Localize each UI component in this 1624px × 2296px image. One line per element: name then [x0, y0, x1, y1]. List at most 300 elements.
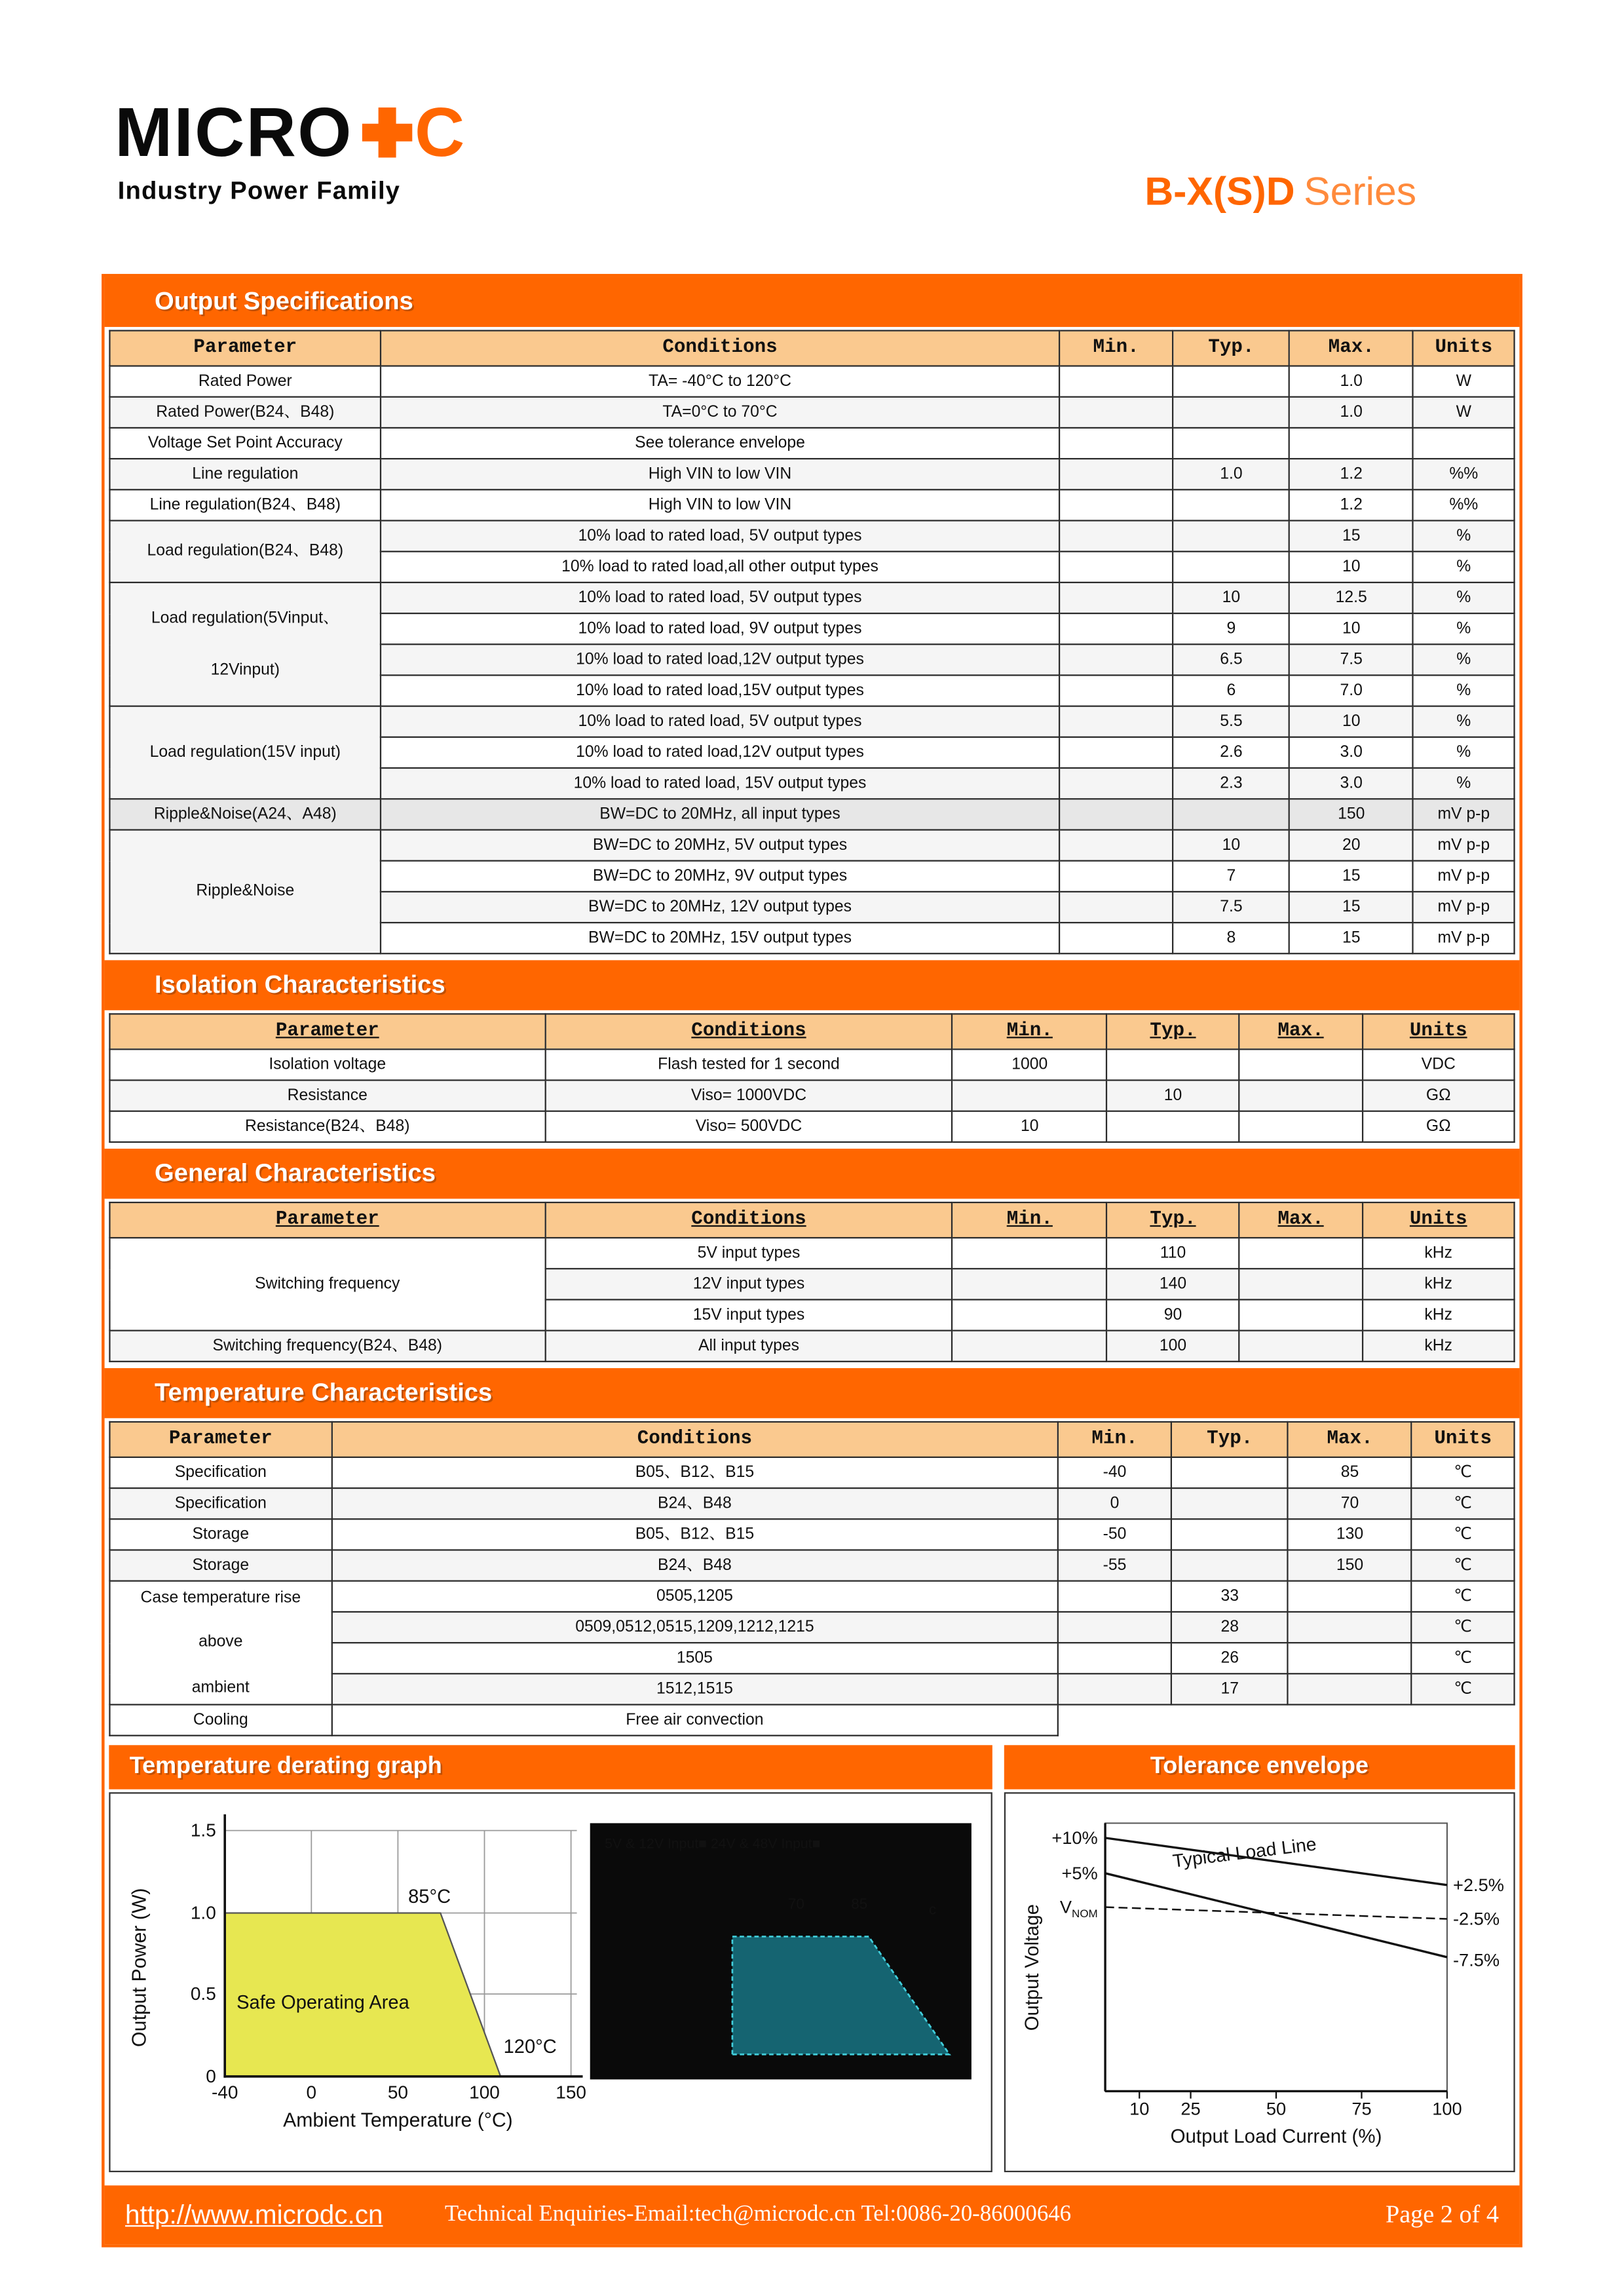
cell-conditions: 12V input types	[545, 1269, 953, 1299]
cell-max: 7.5	[1289, 644, 1413, 675]
cell-conditions: 15V input types	[545, 1299, 953, 1330]
cell-typ: 90	[1107, 1299, 1239, 1330]
cell-max: 12.5	[1289, 583, 1413, 613]
cell-min	[1059, 552, 1173, 583]
cell-units: %	[1413, 644, 1514, 675]
table-row	[109, 1581, 1514, 1612]
cell-max: 15	[1289, 861, 1413, 892]
cell-units: mV p-p	[1413, 830, 1514, 860]
cell-max: 85	[1288, 1457, 1412, 1488]
cell-min	[1059, 489, 1173, 520]
cell-max: 3.0	[1289, 768, 1413, 799]
cell-min	[1059, 830, 1173, 860]
cell-max	[1288, 1704, 1412, 1735]
cell-units: ℃	[1412, 1550, 1515, 1580]
label-minus7-5: -7.5%	[1452, 1949, 1500, 1970]
table-row	[109, 1081, 1514, 1111]
label-120c: 120°C	[503, 2036, 557, 2058]
cell-typ: 17	[1171, 1674, 1288, 1704]
cell-min: 1000	[953, 1049, 1107, 1080]
x-tick: 10	[1129, 2098, 1149, 2119]
logo	[115, 92, 465, 171]
col-max: Max.	[1288, 1422, 1412, 1457]
cell-max: 1.0	[1289, 397, 1413, 428]
cell-parameter: Ripple&Noise(A24、A48)	[109, 799, 381, 830]
cell-min	[953, 1331, 1107, 1362]
cell-conditions: 10% load to rated load, 5V output types	[381, 706, 1059, 737]
cell-max	[1239, 1238, 1363, 1269]
col-typ: Typ.	[1171, 1422, 1288, 1457]
col-typ: Typ.	[1173, 331, 1289, 366]
table-row	[109, 428, 1514, 459]
cell-min	[1058, 1674, 1172, 1704]
cell-parameter: Line regulation(B24、B48)	[109, 489, 381, 520]
col-units: Units	[1413, 331, 1514, 366]
x-tick: 50	[1266, 2098, 1286, 2119]
contact-info: Technical Enquiries-Email:tech@microdc.cn Tel:0086-20-86000646	[444, 2202, 1072, 2227]
cell-min	[1059, 644, 1173, 675]
parameter-line-2: 12Vinput)	[210, 660, 280, 678]
inset-label-85: 85	[851, 1895, 868, 1912]
col-max: Max.	[1289, 331, 1413, 366]
y-tick: 0	[206, 2065, 216, 2086]
charts-row	[105, 1742, 1520, 2175]
derating-plot	[111, 1793, 991, 2170]
cell-typ: 28	[1171, 1612, 1288, 1643]
col-units: Units	[1412, 1422, 1515, 1457]
cell-min	[1058, 1643, 1172, 1674]
inset-label-c: c	[928, 1901, 937, 1918]
col-conditions: Conditions	[545, 1014, 953, 1049]
cell-min	[1059, 923, 1173, 953]
cell-units: %%	[1413, 459, 1514, 489]
derating-header	[109, 1745, 992, 1789]
cell-conditions: High VIN to low VIN	[381, 459, 1059, 489]
cell-max	[1288, 1612, 1412, 1643]
cell-typ: 2.3	[1173, 768, 1289, 799]
isolation-characteristics-table	[109, 1013, 1515, 1143]
cell-units: W	[1413, 366, 1514, 397]
cell-min: 10	[953, 1111, 1107, 1142]
cell-typ: 33	[1171, 1581, 1288, 1612]
cell-max	[1239, 1081, 1363, 1111]
cell-typ: 140	[1107, 1269, 1239, 1299]
cell-max	[1239, 1049, 1363, 1080]
col-parameter: Parameter	[109, 1014, 545, 1049]
table-row	[109, 583, 1514, 613]
x-tick: 50	[387, 2082, 408, 2103]
cell-min	[1059, 675, 1173, 706]
label-85c: 85°C	[408, 1886, 451, 1907]
cell-min	[1059, 799, 1173, 830]
cell-units	[1412, 1704, 1515, 1735]
cell-units: VDC	[1363, 1049, 1515, 1080]
col-parameter: Parameter	[109, 1202, 545, 1238]
cell-max: 15	[1289, 892, 1413, 923]
lower-limit-line	[1105, 1873, 1446, 1957]
col-max: Max.	[1239, 1014, 1363, 1049]
cell-typ	[1171, 1519, 1288, 1550]
cell-min	[1059, 520, 1173, 551]
x-tick: 25	[1180, 2098, 1201, 2119]
cell-min	[1059, 861, 1173, 892]
output-specifications-table	[109, 330, 1515, 954]
cell-units: W	[1413, 397, 1514, 428]
x-tick: 150	[556, 2082, 586, 2103]
cell-units: %	[1413, 675, 1514, 706]
derating-x-axis-title: Ambient Temperature (°C)	[283, 2109, 513, 2132]
col-units: Units	[1363, 1202, 1515, 1238]
derating-graph	[109, 1792, 992, 2172]
cell-units: %	[1413, 552, 1514, 583]
section-title: Output Specifications	[154, 287, 413, 315]
cell-conditions: 10% load to rated load,all other output types	[381, 552, 1059, 583]
label-plus2-5: +2.5%	[1452, 1874, 1504, 1895]
cell-typ	[1173, 366, 1289, 397]
cell-min	[1059, 366, 1173, 397]
cell-conditions: 1505	[331, 1643, 1057, 1674]
cell-units: kHz	[1363, 1269, 1515, 1299]
cell-units: ℃	[1412, 1488, 1515, 1519]
cell-units: %	[1413, 520, 1514, 551]
cell-conditions: 0509,0512,0515,1209,1212,1215	[331, 1612, 1057, 1643]
x-tick: 0	[306, 2082, 317, 2103]
col-min: Min.	[1058, 1422, 1172, 1457]
content-frame	[102, 274, 1522, 2248]
y-tick: 1.0	[190, 1902, 216, 1923]
cell-max	[1288, 1674, 1412, 1704]
logo-text-micro: MICRO	[115, 92, 353, 171]
table-header-row	[109, 1422, 1514, 1457]
cell-typ: 26	[1171, 1643, 1288, 1674]
series-suffix: Series	[1304, 169, 1417, 214]
col-min: Min.	[953, 1202, 1107, 1238]
cell-typ: 110	[1107, 1238, 1239, 1269]
cell-typ: 100	[1107, 1331, 1239, 1362]
cell-typ: 5.5	[1173, 706, 1289, 737]
cell-conditions: All input types	[545, 1331, 953, 1362]
cell-conditions: 10% load to rated load,12V output types	[381, 644, 1059, 675]
cell-parameter: Resistance	[109, 1081, 545, 1111]
cell-parameter: Load regulation(B24、B48)	[109, 520, 381, 582]
cell-parameter: Ripple&Noise	[109, 830, 381, 953]
col-units: Units	[1363, 1014, 1515, 1049]
cell-min: -55	[1058, 1550, 1172, 1580]
cell-max	[1288, 1581, 1412, 1612]
cell-parameter: Specification	[109, 1457, 331, 1488]
cell-units: ℃	[1412, 1674, 1515, 1704]
cell-typ	[1171, 1550, 1288, 1580]
cell-typ	[1171, 1457, 1288, 1488]
cell-conditions: 0505,1205	[331, 1581, 1057, 1612]
section-title: Temperature Characteristics	[154, 1378, 493, 1407]
cell-max	[1239, 1269, 1363, 1299]
cell-conditions: High VIN to low VIN	[381, 489, 1059, 520]
label-plus10: +10%	[1051, 1827, 1098, 1848]
inset-legend: 5V & 12V Input■ 24V & 48V Input■	[605, 1835, 821, 1852]
cell-max: 15	[1289, 923, 1413, 953]
cell-min	[953, 1081, 1107, 1111]
vnom-v: V	[1059, 1896, 1072, 1917]
cell-typ	[1107, 1111, 1239, 1142]
cell-typ	[1173, 397, 1289, 428]
cell-units: kHz	[1363, 1238, 1515, 1269]
cell-conditions: 10% load to rated load,12V output types	[381, 737, 1059, 768]
col-max: Max.	[1239, 1202, 1363, 1238]
x-tick: -40	[211, 2082, 238, 2103]
section-header-output	[105, 277, 1520, 327]
cell-max: 10	[1289, 706, 1413, 737]
section-title: General Characteristics	[154, 1158, 436, 1187]
parameter-line-3: ambient	[191, 1679, 250, 1697]
cell-typ: 10	[1173, 830, 1289, 860]
series-title	[1144, 169, 1416, 215]
table-row	[109, 706, 1514, 737]
cell-conditions: B24、B48	[331, 1488, 1057, 1519]
vnom-sub: NOM	[1071, 1907, 1098, 1921]
section-header-general	[105, 1149, 1520, 1198]
table-row	[109, 1550, 1514, 1580]
table-header-row	[109, 331, 1514, 366]
y-tick: 1.5	[190, 1820, 216, 1841]
cell-max	[1289, 428, 1413, 459]
cell-parameter: Specification	[109, 1488, 331, 1519]
section-header-temperature	[105, 1368, 1520, 1418]
table-row	[109, 366, 1514, 397]
cell-typ: 10	[1173, 583, 1289, 613]
cell-typ: 8	[1173, 923, 1289, 953]
cell-units: GΩ	[1363, 1081, 1515, 1111]
cell-max: 130	[1288, 1519, 1412, 1550]
table-row	[109, 1488, 1514, 1519]
cell-units: %	[1413, 737, 1514, 768]
cell-min	[1058, 1612, 1172, 1643]
cell-parameter: Storage	[109, 1550, 331, 1580]
derating-y-axis-title: Output Power (W)	[128, 1888, 151, 2047]
cell-units: ℃	[1412, 1519, 1515, 1550]
cell-parameter: Load regulation(15V input)	[109, 706, 381, 799]
cell-min	[953, 1269, 1107, 1299]
cell-units: %%	[1413, 489, 1514, 520]
cell-typ: 10	[1107, 1081, 1239, 1111]
cell-min	[953, 1238, 1107, 1269]
table-row	[109, 1331, 1514, 1362]
cell-parameter: Switching frequency(B24、B48)	[109, 1331, 545, 1362]
cell-min	[1059, 459, 1173, 489]
cell-conditions: Viso= 1000VDC	[545, 1081, 953, 1111]
cell-conditions: B05、B12、B15	[331, 1457, 1057, 1488]
cell-conditions: 10% load to rated load,15V output types	[381, 675, 1059, 706]
label-plus5: +5%	[1061, 1862, 1098, 1883]
col-min: Min.	[1059, 331, 1173, 366]
cell-units: mV p-p	[1413, 799, 1514, 830]
chart-title: Temperature derating graph	[129, 1753, 442, 1779]
table-row	[109, 1519, 1514, 1550]
cell-typ	[1173, 489, 1289, 520]
cell-units: mV p-p	[1413, 892, 1514, 923]
cell-min	[1058, 1581, 1172, 1612]
cell-parameter: Voltage Set Point Accuracy	[109, 428, 381, 459]
cell-max	[1239, 1331, 1363, 1362]
cell-conditions: Viso= 500VDC	[545, 1111, 953, 1142]
derating-inset-scan	[590, 1823, 972, 2079]
cell-min	[1059, 737, 1173, 768]
col-parameter: Parameter	[109, 331, 381, 366]
cell-conditions: 10% load to rated load, 5V output types	[381, 520, 1059, 551]
cell-typ: 1.0	[1173, 459, 1289, 489]
col-min: Min.	[953, 1014, 1107, 1049]
cell-conditions: TA=0°C to 70°C	[381, 397, 1059, 428]
cell-max: 7.0	[1289, 675, 1413, 706]
page-footer	[105, 2185, 1520, 2244]
cell-units: ℃	[1412, 1643, 1515, 1674]
cell-conditions: 10% load to rated load, 15V output types	[381, 768, 1059, 799]
table-row	[109, 1704, 1514, 1735]
logo-text-c: C	[415, 92, 465, 171]
col-parameter: Parameter	[109, 1422, 331, 1457]
safe-operating-area-label: Safe Operating Area	[236, 1992, 409, 2014]
cell-min	[1059, 428, 1173, 459]
tolerance-plot	[1005, 1793, 1513, 2170]
cell-max: 1.2	[1289, 489, 1413, 520]
cell-typ: 6	[1173, 675, 1289, 706]
typical-line	[1105, 1907, 1446, 1919]
tolerance-header	[1004, 1745, 1515, 1789]
cell-units: %	[1413, 583, 1514, 613]
cell-max	[1239, 1111, 1363, 1142]
cell-conditions: 10% load to rated load, 5V output types	[381, 583, 1059, 613]
table-row	[109, 489, 1514, 520]
cell-conditions: 1512,1515	[331, 1674, 1057, 1704]
tolerance-column	[1004, 1745, 1515, 2172]
cell-conditions: BW=DC to 20MHz, 15V output types	[381, 923, 1059, 953]
cell-typ: 6.5	[1173, 644, 1289, 675]
table-row	[109, 830, 1514, 860]
cell-typ	[1171, 1704, 1288, 1735]
cell-conditions: BW=DC to 20MHz, 12V output types	[381, 892, 1059, 923]
website-link[interactable]: http://www.microdc.cn	[125, 2199, 383, 2229]
cell-parameter: Line regulation	[109, 459, 381, 489]
cell-parameter	[109, 583, 381, 706]
cell-units: mV p-p	[1413, 861, 1514, 892]
cell-units: %	[1413, 706, 1514, 737]
cell-conditions: BW=DC to 20MHz, 5V output types	[381, 830, 1059, 860]
cell-max	[1288, 1643, 1412, 1674]
cell-conditions: Free air convection	[331, 1704, 1057, 1735]
cell-conditions: Flash tested for 1 second	[545, 1049, 953, 1080]
label-vnom	[1059, 1897, 1097, 1921]
cell-typ: 2.6	[1173, 737, 1289, 768]
cell-typ	[1173, 799, 1289, 830]
logo-tagline: Industry Power Family	[117, 176, 401, 205]
cell-min	[953, 1299, 1107, 1330]
cell-min	[1059, 583, 1173, 613]
cell-min	[1059, 768, 1173, 799]
derating-column	[109, 1745, 992, 2172]
col-typ: Typ.	[1107, 1202, 1239, 1238]
col-typ: Typ.	[1107, 1014, 1239, 1049]
cell-conditions: TA= -40°C to 120°C	[381, 366, 1059, 397]
col-conditions: Conditions	[331, 1422, 1057, 1457]
cell-max: 10	[1289, 552, 1413, 583]
cell-conditions: B24、B48	[331, 1550, 1057, 1580]
cell-units: ℃	[1412, 1612, 1515, 1643]
general-characteristics-table	[109, 1202, 1515, 1362]
cell-conditions: BW=DC to 20MHz, all input types	[381, 799, 1059, 830]
typical-load-line-label: Typical Load Line	[1171, 1833, 1317, 1871]
table-row	[109, 799, 1514, 830]
cell-min	[1058, 1704, 1172, 1735]
cell-typ	[1173, 520, 1289, 551]
col-conditions: Conditions	[381, 331, 1059, 366]
cell-parameter: Isolation voltage	[109, 1049, 545, 1080]
cell-min: -40	[1058, 1457, 1172, 1488]
plus-icon	[362, 107, 411, 157]
cell-typ: 7.5	[1173, 892, 1289, 923]
cell-max: 20	[1289, 830, 1413, 860]
cell-max: 15	[1289, 520, 1413, 551]
x-tick: 75	[1351, 2098, 1371, 2119]
parameter-line-1: Case temperature rise	[140, 1588, 301, 1606]
cell-min	[1059, 613, 1173, 644]
section-header-isolation	[105, 960, 1520, 1010]
parameter-line-1: Load regulation(5Vinput、	[151, 609, 339, 628]
cell-parameter: Storage	[109, 1519, 331, 1550]
table-header-row	[109, 1014, 1514, 1049]
cell-max	[1239, 1299, 1363, 1330]
parameter-multiline	[115, 1584, 326, 1702]
table-row	[109, 1049, 1514, 1080]
tolerance-y-axis-title: Output Voltage	[1021, 1904, 1043, 2031]
cell-conditions: BW=DC to 20MHz, 9V output types	[381, 861, 1059, 892]
table-row	[109, 397, 1514, 428]
cell-units: kHz	[1363, 1299, 1515, 1330]
parameter-line-2: above	[198, 1634, 243, 1652]
cell-typ	[1173, 428, 1289, 459]
cell-conditions: 10% load to rated load, 9V output types	[381, 613, 1059, 644]
x-tick: 100	[1431, 2098, 1462, 2119]
cell-max: 150	[1288, 1550, 1412, 1580]
cell-conditions: See tolerance envelope	[381, 428, 1059, 459]
cell-parameter: Cooling	[109, 1704, 331, 1735]
cell-typ: 9	[1173, 613, 1289, 644]
y-tick: 0.5	[190, 1983, 216, 2004]
section-title: Isolation Characteristics	[154, 970, 445, 999]
label-minus2-5: -2.5%	[1452, 1908, 1500, 1929]
cell-max: 1.0	[1289, 366, 1413, 397]
cell-max: 1.2	[1289, 459, 1413, 489]
table-row	[109, 1457, 1514, 1488]
page-number: Page 2 of 4	[1385, 2200, 1499, 2229]
cell-typ	[1171, 1488, 1288, 1519]
table-row	[109, 520, 1514, 551]
cell-units: kHz	[1363, 1331, 1515, 1362]
cell-parameter: Switching frequency	[109, 1238, 545, 1331]
table-header-row	[109, 1202, 1514, 1238]
cell-units: mV p-p	[1413, 923, 1514, 953]
chart-title: Tolerance envelope	[1150, 1753, 1369, 1779]
cell-min: -50	[1058, 1519, 1172, 1550]
table-row	[109, 459, 1514, 489]
temperature-characteristics-table	[109, 1421, 1515, 1736]
cell-parameter	[109, 1581, 331, 1705]
tolerance-x-axis-title: Output Load Current (%)	[1169, 2126, 1382, 2148]
cell-conditions: 5V input types	[545, 1238, 953, 1269]
x-tick: 100	[469, 2082, 500, 2103]
inset-label-70: 70	[787, 1895, 804, 1912]
cell-min: 0	[1058, 1488, 1172, 1519]
table-row	[109, 1238, 1514, 1269]
